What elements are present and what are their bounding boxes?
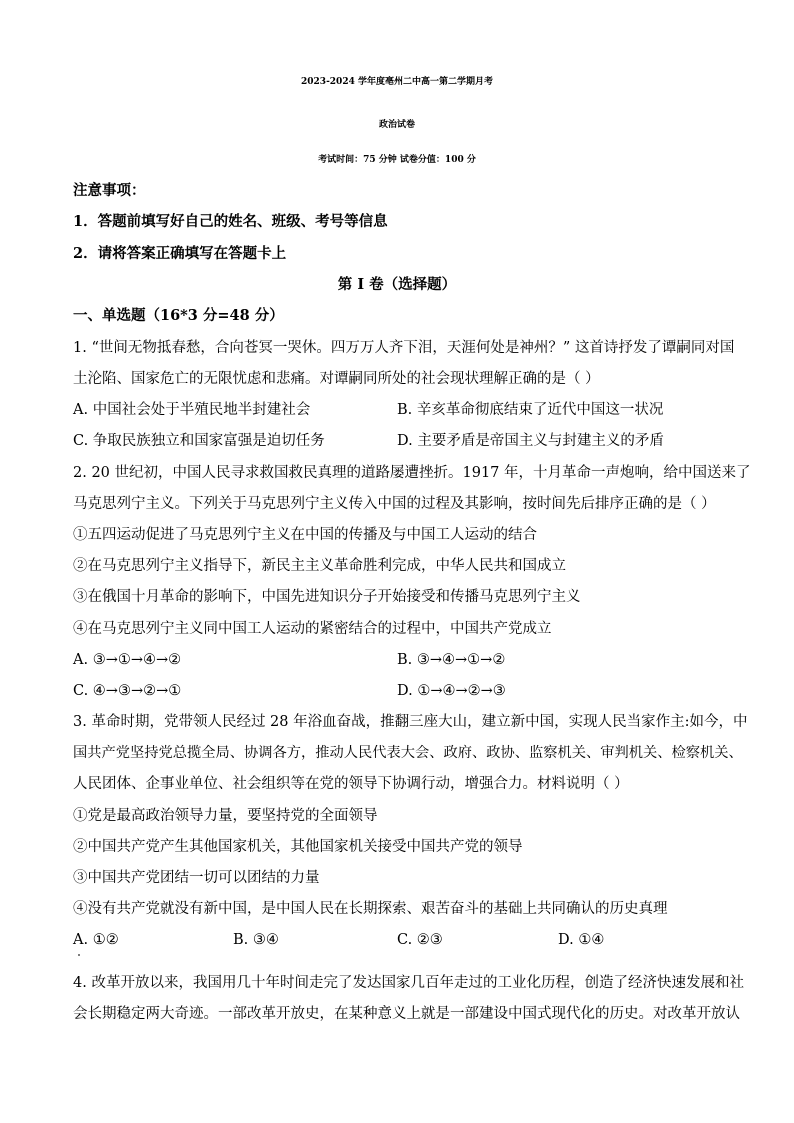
question-stem: 2. 20 世纪初，中国人民寻求救国救民真理的道路屡遭挫折。1917 年，十月革命一声炮响，给中国送来了 bbox=[73, 465, 751, 481]
question-statement: ①五四运动促进了马克思列宁主义在中国的传播及与中国工人运动的结合 bbox=[73, 527, 537, 543]
option-d: D. ①→④→②→③ bbox=[397, 683, 506, 699]
option-a: A. 中国社会处于半殖民地半封建社会 bbox=[73, 402, 311, 418]
question-stem: 土沦陷、国家危亡的无限忧虑和悲痛。对谭嗣同所处的社会现状理解正确的是（ ） bbox=[73, 371, 600, 387]
question-stem: 会长期稳定两大奇迹。一部改革开放史，在某种意义上就是一部建设中国式现代化的历史。对改革开放认 bbox=[73, 1006, 740, 1022]
option-c: C. ④→③→②→① bbox=[73, 683, 182, 699]
stray-mark bbox=[78, 954, 80, 956]
exam-subject: 政治试卷 bbox=[378, 120, 415, 130]
question-statement: ④没有共产党就没有新中国，是中国人民在长期探索、艰苦奋斗的基础上共同确认的历史真理 bbox=[73, 901, 668, 917]
question-statement: ②在马克思列宁主义指导下，新民主主义革命胜利完成，中华人民共和国成立 bbox=[73, 558, 566, 574]
option-b: B. ③→④→①→② bbox=[397, 652, 506, 668]
option-d: D. 主要矛盾是帝国主义与封建主义的矛盾 bbox=[397, 433, 664, 449]
exam-title: 2023-2024 学年度亳州二中高一第二学期月考 bbox=[301, 77, 493, 87]
question-stem: 马克思列宁主义。下列关于马克思列宁主义传入中国的过程及其影响，按时间先后排序正确的是（ ） bbox=[73, 496, 716, 512]
question-stem: 3. 革命时期，党带领人民经过 28 年浴血奋战，推翻三座大山，建立新中国，实现人民当家作主:如今，中 bbox=[73, 714, 748, 730]
question-statement: ②中国共产党产生其他国家机关，其他国家机关接受中国共产党的领导 bbox=[73, 839, 523, 855]
section-heading: 一、单选题（16*3 分=48 分） bbox=[73, 307, 284, 324]
option-c: C. ②③ bbox=[397, 932, 443, 948]
question-stem: 1. “世间无物抵春愁，合向苍冥一哭休。四万万人齐下泪，天涯何处是神州？” 这首诗抒发了谭嗣同对国 bbox=[73, 340, 735, 356]
question-statement: ③中国共产党团结一切可以团结的力量 bbox=[73, 870, 320, 886]
notes-item: 2．请将答案正确填写在答题卡上 bbox=[73, 245, 287, 262]
option-b: B. ③④ bbox=[233, 932, 279, 948]
option-b: B. 辛亥革命彻底结束了近代中国这一状况 bbox=[397, 402, 664, 418]
question-statement: ③在俄国十月革命的影响下，中国先进知识分子开始接受和传播马克思列宁主义 bbox=[73, 589, 581, 605]
question-statement: ④在马克思列宁主义同中国工人运动的紧密结合的过程中，中国共产党成立 bbox=[73, 621, 552, 637]
question-stem: 国共产党坚持党总揽全局、协调各方，推动人民代表大会、政府、政协、监察机关、审判机关、检察机关、 bbox=[73, 745, 743, 761]
option-a: A. ①② bbox=[73, 932, 119, 948]
part-title: 第 I 卷（选择题） bbox=[337, 276, 457, 293]
question-stem: 人民团体、企事业单位、社会组织等在党的领导下协调行动，增强合力。材料说明（ ） bbox=[73, 776, 629, 792]
notes-item: 1．答题前填写好自己的姓名、班级、考号等信息 bbox=[73, 213, 388, 230]
question-stem: 4. 改革开放以来，我国用几十年时间走完了发达国家几百年走过的工业化历程，创造了经济快速发展和社 bbox=[73, 975, 744, 991]
question-statement: ①党是最高政治领导力量，要坚持党的全面领导 bbox=[73, 808, 378, 824]
option-d: D. ①④ bbox=[558, 932, 605, 948]
notes-heading: 注意事项： bbox=[73, 182, 146, 199]
exam-info: 考试时间：75 分钟 试卷分值：100 分 bbox=[318, 155, 476, 165]
option-c: C. 争取民族独立和国家富强是迫切任务 bbox=[73, 433, 325, 449]
option-a: A. ③→①→④→② bbox=[73, 652, 182, 668]
